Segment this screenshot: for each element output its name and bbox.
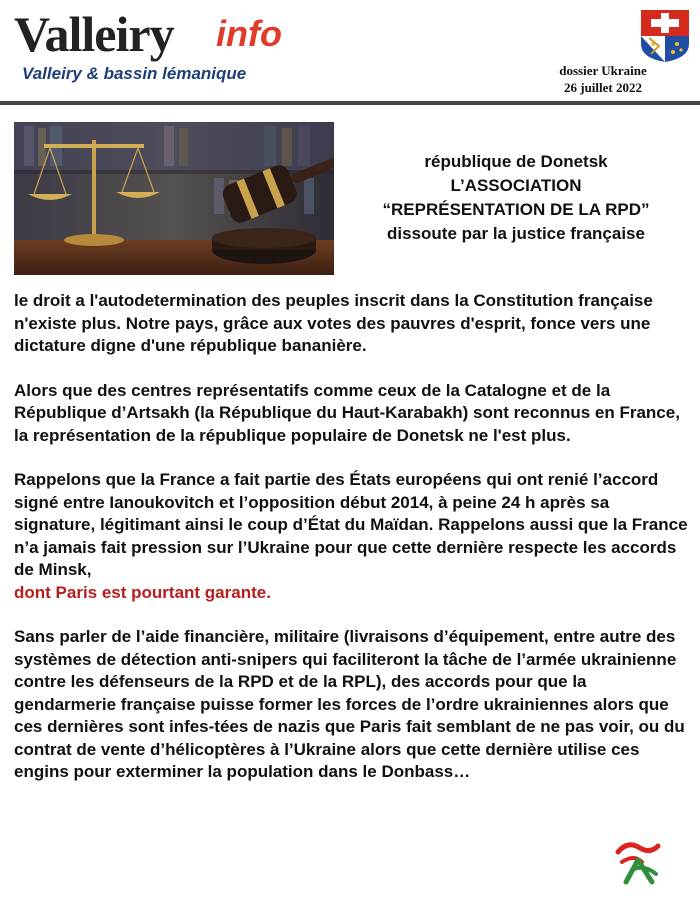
paragraph-1: le droit a l'autodetermination des peuples inscrit dans la Constitution française n'existe plus. Notre pays, grâce aux votes des pauvres d'esprit, fonce vers une dictature digne d'une république bananière.	[14, 291, 653, 355]
header-divider	[0, 101, 700, 105]
author-mark-icon	[612, 838, 664, 886]
paragraph-3	[14, 469, 688, 604]
paragraph-3-text: Rappelons que la France a fait partie des États européens qui ont renié l’accord signé entre Ianoukovitch et l’opposition début 2014, à peine 24 h après sa signature, légitimant ainsi le coup d’État du Maïdan. Rappelons aussi que la France n’a jamais fait pression sur l’Ukraine pour que cette dernière respecte les accords de Minsk,	[14, 470, 688, 579]
headline-line-3: “REPRÉSENTATION DE LA RPD”	[382, 200, 650, 219]
paragraph-3-highlight: dont Paris est pourtant garante.	[14, 582, 271, 602]
paragraph-2: Alors que des centres représentatifs comme ceux de la Catalogne et de la République d’Artsakh (la République du Haut-Karabakh) sont reconnus en France, la représentation de la république populaire de Donetsk ne l'est plus.	[14, 380, 680, 445]
headline-line-2: L’ASSOCIATION	[450, 176, 582, 195]
site-subtitle: Valleiry & bassin lémanique	[22, 64, 247, 83]
coat-of-arms-icon	[641, 10, 689, 62]
headline-line-1: république de Donetsk	[424, 152, 608, 171]
dossier-title: dossier Ukraine	[559, 63, 647, 78]
gavel-scales-photo	[14, 122, 334, 275]
article-body	[14, 290, 688, 806]
dossier-label	[548, 62, 658, 96]
site-logo-text[interactable]: Valleiry	[14, 6, 174, 62]
headline-line-4: dissoute par la justice française	[387, 224, 645, 243]
site-logo-info[interactable]: info	[216, 13, 282, 54]
issue-date: 26 juillet 2022	[564, 80, 642, 95]
article-headline	[346, 150, 686, 246]
paragraph-4: Sans parler de l’aide financière, militaire (livraisons d’équipement, entre autre des systèmes de détection anti-snipers qui faciliteront la tâche de l’armée ukrainienne contre les défenseurs de la RPD et de la RPL), des accords pour que la gendarmerie française puisse former les forces de l’ordre ukrainiennes alors que ces dernières sont infes-tées de nazis que Paris fait semblant de ne pas voir, ou du contrat de vente d’hélicoptères à l’Ukraine alors que cette dernière utilise ces engins pour exterminer la population dans le Donbass…	[14, 627, 685, 781]
masthead	[0, 0, 700, 100]
